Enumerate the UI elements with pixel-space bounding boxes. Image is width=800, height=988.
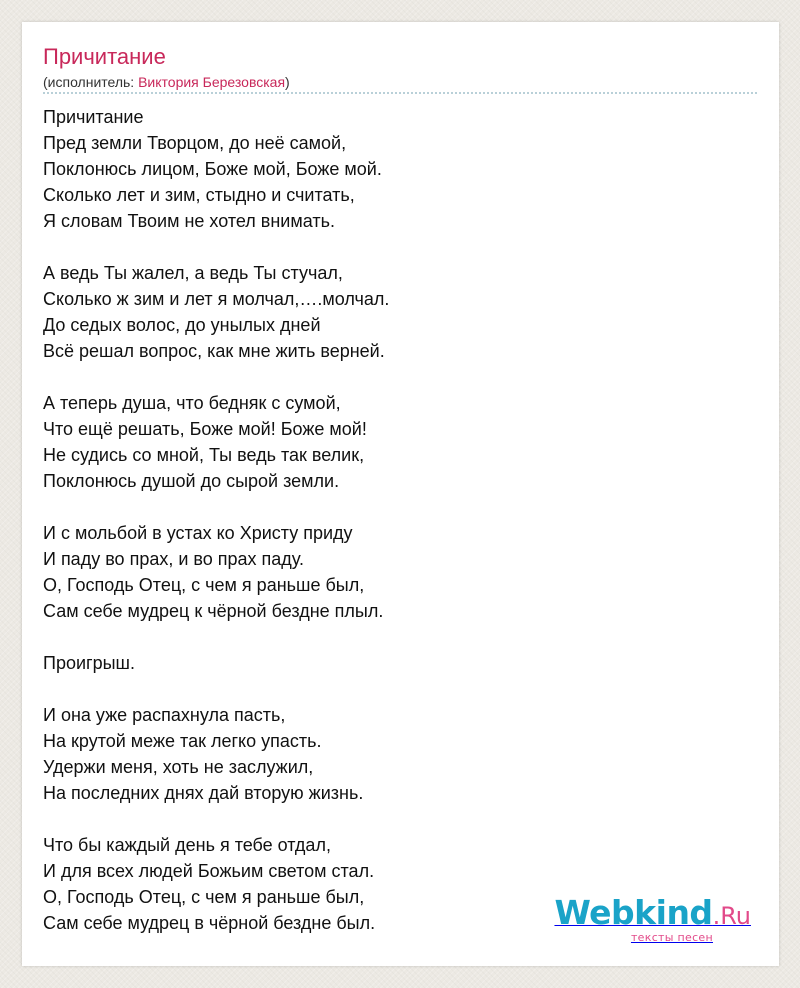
lyric-line: И для всех людей Божьим светом стал. [43, 861, 375, 881]
lyric-line: Я словам Твоим не хотел внимать. [43, 211, 335, 231]
lyric-line: Сам себе мудрец к чёрной бездне плыл. [43, 601, 384, 621]
lyric-line: Удержи меня, хоть не заслужил, [43, 757, 314, 777]
lyric-line: А теперь душа, что бедняк с сумой, [43, 393, 341, 413]
lyric-line: Что бы каждый день я тебе отдал, [43, 835, 331, 855]
lyric-line: Пред земли Творцом, до неё самой, [43, 133, 347, 153]
lyric-line: Сколько ж зим и лет я молчал,….молчал. [43, 289, 390, 309]
lyric-line: И она уже распахнула пасть, [43, 705, 286, 725]
lyric-line: Что ещё решать, Боже мой! Боже мой! [43, 419, 367, 439]
lyric-line: На крутой меже так легко упасть. [43, 731, 322, 751]
logo-tagline: тексты песен [630, 931, 713, 944]
song-title: Причитание [43, 44, 166, 69]
stanza-break [43, 676, 743, 702]
artist-prefix: (исполнитель: [43, 74, 139, 90]
artist-link[interactable]: Виктория Березовская [138, 74, 286, 90]
lyric-line: На последних днях дай вторую жизнь. [43, 783, 364, 803]
lyric-line: О, Господь Отец, с чем я раньше был, [43, 575, 365, 595]
artist-suffix: ) [285, 74, 290, 90]
lyric-line: Сам себе мудрец в чёрной бездне был. [43, 913, 376, 933]
artist-line [43, 73, 290, 91]
lyric-line: И паду во прах, и во прах паду. [43, 549, 304, 569]
lyric-line: Сколько лет и зим, стыдно и считать, [43, 185, 355, 205]
lyric-line: А ведь Ты жалел, а ведь Ты стучал, [43, 263, 343, 283]
webkind-logo[interactable] [554, 893, 751, 944]
logo-word: Webkind [554, 893, 713, 932]
stanza-break [43, 624, 743, 650]
stanza-break [43, 364, 743, 390]
lyric-line: Проигрыш. [43, 653, 135, 673]
stanza-break [43, 234, 743, 260]
lyric-line: Причитание [43, 107, 144, 127]
lyric-line: До седых волос, до унылых дней [43, 315, 321, 335]
stanza-break [43, 494, 743, 520]
stanza-break [43, 806, 743, 832]
lyric-line: Поклонюсь душой до сырой земли. [43, 471, 340, 491]
lyric-line: Поклонюсь лицом, Боже мой, Боже мой. [43, 159, 382, 179]
dotted-divider [43, 92, 757, 94]
logo-tld: .Ru [712, 902, 751, 930]
lyric-line: Не судись со мной, Ты ведь так велик, [43, 445, 365, 465]
lyric-line: Всё решал вопрос, как мне жить верней. [43, 341, 385, 361]
lyrics-text [43, 104, 743, 936]
lyric-line: О, Господь Отец, с чем я раньше был, [43, 887, 365, 907]
lyric-line: И с мольбой в устах ко Христу приду [43, 523, 353, 543]
lyrics-card [22, 22, 779, 966]
